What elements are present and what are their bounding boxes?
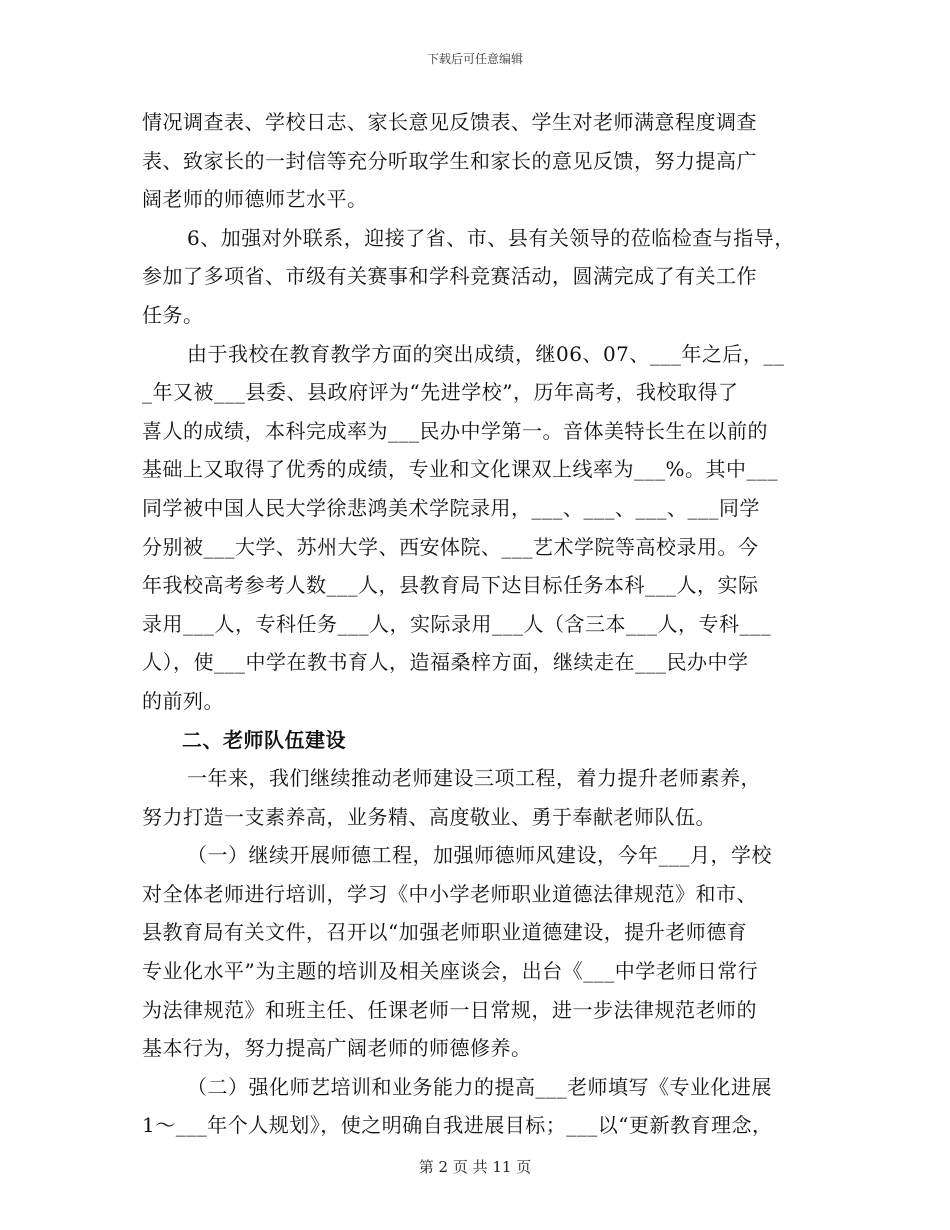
text-line: 由于我校在教育教学方面的突出成绩，继06、07、___年之后，__ — [187, 341, 785, 366]
text-line: 年我校高考参考人数___人，县教育局下达目标任务本科___人，实际 — [142, 573, 759, 598]
text-line: 的前列。 — [142, 688, 224, 713]
text-line: 人），使___中学在教书育人，造福桑梓方面，继续走在___民办中学 — [142, 650, 749, 675]
text-line: 分别被___大学、苏州大学、西安体院、___艺术学院等高校录用。今 — [142, 534, 759, 559]
page-number: 第 2 页 共 11 页 — [418, 1158, 532, 1176]
text-line: 一年来，我们继续推动老师建设三项工程，着力提升老师素养， — [187, 766, 761, 791]
text-line: 努力打造一支素养高，业务精、高度敬业、勇于奉献老师队伍。 — [142, 804, 716, 829]
text-line: 喜人的成绩，本科完成率为___民办中学第一。音体美特长生在以前的 — [142, 418, 768, 443]
text-line: 录用___人，专科任务___人，实际录用___人（含三本___人，专科___ — [142, 611, 771, 636]
text-line: （二）强化师艺培训和业务能力的提高___老师填写《专业化进展 — [187, 1074, 772, 1099]
text-line: _年又被___县委、县政府评为“先进学校”，历年高考，我校取得了 — [142, 380, 739, 405]
text-line: （一）继续开展师德工程，加强师德师风建设，今年___月，学校 — [187, 843, 772, 868]
text-line: 对全体老师进行培训，学习《中小学老师职业道德法律规范》和市、 — [142, 881, 757, 906]
document-body — [142, 103, 822, 1145]
text-line: 基本行为，努力提高广阔老师的师德修养。 — [142, 1036, 532, 1061]
text-line: 县教育局有关文件，召开以“加强老师职业道德建设，提升老师德育 — [142, 920, 748, 945]
text-line: 同学被中国人民大学徐悲鸿美术学院录用，___、___、___、___同学 — [142, 495, 760, 520]
text-line: 情况调查表、学校日志、家长意见反馈表、学生对老师满意程度调查 — [142, 110, 757, 134]
text-line: 专业化水平”为主题的培训及相关座谈会，出台《___中学老师日常行 — [142, 959, 759, 984]
text-line: 表、致家长的一封信等充分听取学生和家长的意见反馈，努力提高广 — [142, 148, 757, 173]
text-line: 任务。 — [142, 302, 204, 327]
section-heading: 二、老师队伍建设 — [182, 727, 346, 752]
text-line: 6、加强对外联系，迎接了省、市、县有关领导的莅临检查与指导， — [187, 225, 795, 250]
page-header: 下载后可任意编辑 — [426, 52, 523, 66]
text-line: 基础上又取得了优秀的成绩，专业和文化课双上线率为___%。其中___ — [142, 457, 779, 482]
text-line: 阔老师的师德师艺水平。 — [142, 187, 368, 212]
text-line: 为法律规范》和班主任、任课老师一日常规，进一步法律规范老师的 — [142, 997, 757, 1022]
text-line: 参加了多项省、市级有关赛事和学科竞赛活动，圆满完成了有关工作 — [142, 264, 757, 289]
text-line: 1～___年个人规划》，使之明确自我进展目标；___以“更新教育理念， — [142, 1113, 773, 1138]
